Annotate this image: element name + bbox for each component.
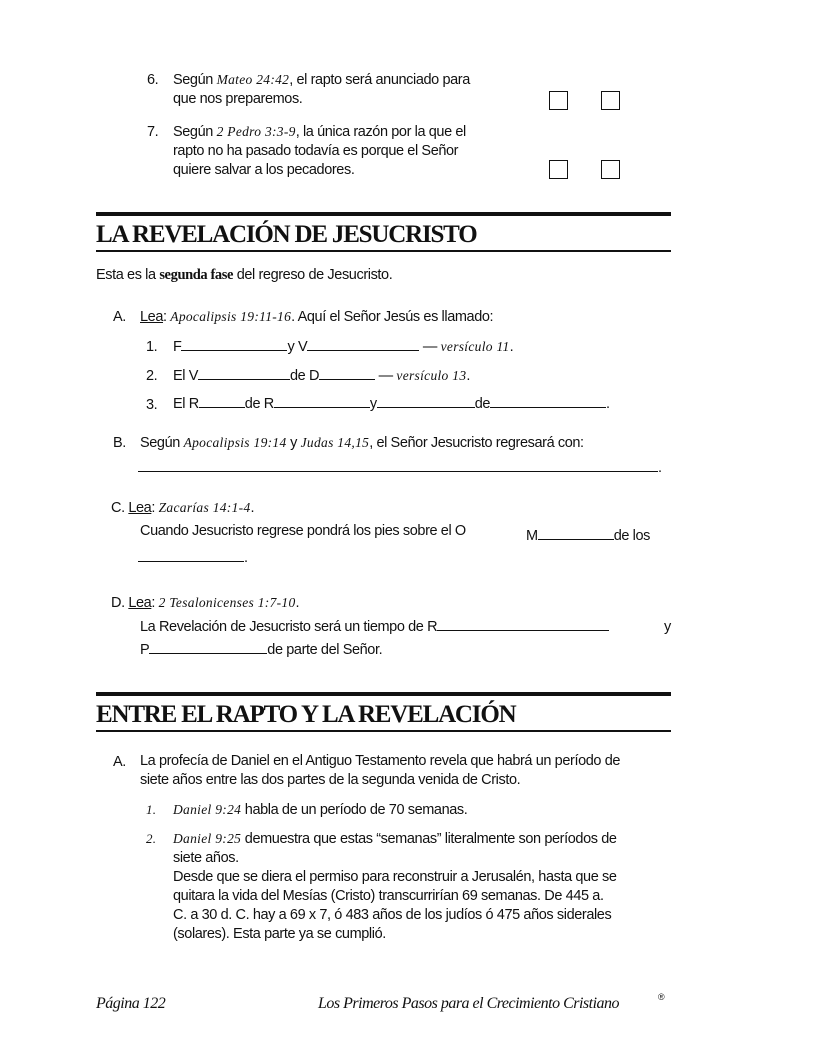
- s2-item2-text: demuestra que estas “semanas” literalmente son períodos de: [241, 831, 617, 847]
- s1-B-pre: Según: [140, 435, 184, 451]
- s1-D-lea: Lea: [128, 595, 152, 611]
- item2-dash: —: [378, 368, 393, 384]
- intro-bold: segunda fase: [159, 267, 234, 283]
- question-6-line1: , el rapto será anunciado para: [289, 72, 470, 88]
- s1-C-header: [111, 498, 254, 518]
- s1-A-item1-number: 1.: [146, 339, 158, 355]
- item3-p1: El R: [173, 396, 199, 412]
- footer-book-title: Los Primeros Pasos para el Crecimiento Cristiano: [318, 995, 620, 1012]
- s1-B-rest: , el Señor Jesucristo regresará con:: [369, 435, 584, 451]
- s2-A-line1: La profecía de Daniel en el Antiguo Testamento revela que habrá un período de: [140, 753, 621, 769]
- question-7-false-checkbox[interactable]: [601, 160, 620, 179]
- s1-A-rest: . Aquí el Señor Jesús es llamado:: [291, 309, 494, 325]
- s2-A-line2: siete años entre las dos partes de la segunda venida de Cristo.: [140, 772, 521, 788]
- s1-C-answer-line: [138, 549, 248, 566]
- section-2-top-rule: [96, 692, 671, 696]
- s1-B-end: .: [658, 460, 662, 476]
- item1-end: .: [509, 339, 514, 355]
- item1-p1: F: [173, 339, 182, 355]
- question-6-false-checkbox[interactable]: [601, 91, 620, 110]
- s1-C-m: [526, 527, 650, 546]
- s2-A-letter: A.: [113, 754, 126, 770]
- blank-field[interactable]: [307, 338, 419, 351]
- item2-p2: de D: [290, 368, 320, 384]
- s1-D-colon: :: [151, 595, 155, 611]
- blank-field[interactable]: [437, 618, 609, 631]
- footer-page-number: Página 122: [96, 995, 166, 1012]
- s1-B-letter: B.: [113, 435, 126, 451]
- question-7-ref: 2 Pedro 3:3-9: [216, 124, 296, 139]
- s1-B-mid: y: [286, 435, 301, 451]
- s1-A-item2: [173, 366, 470, 386]
- s1-D-p: P: [140, 642, 150, 658]
- blank-field[interactable]: [199, 395, 245, 408]
- question-6-true-checkbox[interactable]: [549, 91, 568, 110]
- blank-field[interactable]: [490, 395, 606, 408]
- item1-ref: versículo 11: [440, 339, 510, 354]
- blank-field[interactable]: [198, 367, 290, 380]
- blank-field[interactable]: [138, 459, 658, 472]
- intro-post: del regreso de Jesucristo.: [233, 267, 393, 283]
- blank-field[interactable]: [149, 641, 267, 654]
- s2-item2-ref: Daniel 9:25: [173, 831, 242, 846]
- intro-pre: Esta es la: [96, 267, 160, 283]
- s1-A-letter: A.: [113, 309, 126, 325]
- question-7-line2: rapto no ha pasado todavía es porque el Señor: [173, 143, 459, 159]
- s1-B-answer-line: [138, 459, 662, 476]
- section-1-top-rule: [96, 212, 671, 216]
- question-7-pre: Según: [173, 124, 217, 140]
- blank-field[interactable]: [181, 338, 287, 351]
- s1-C-colon: :: [151, 500, 155, 516]
- s1-B-text: [140, 433, 584, 453]
- s1-D-tail: de parte del Señor.: [267, 642, 383, 658]
- s1-D-letter: D.: [111, 595, 125, 611]
- s1-B-ref1: Apocalipsis 19:14: [183, 435, 287, 450]
- s1-A-item1: [173, 337, 513, 357]
- question-6-pre: Según: [173, 72, 217, 88]
- question-6-ref: Mateo 24:42: [216, 72, 290, 87]
- s2-A-item2: [173, 829, 617, 944]
- section-1-title: LA REVELACIÓN DE JESUCRISTO: [96, 220, 671, 252]
- section-1-intro: [96, 266, 392, 285]
- s1-C-ref-end: .: [250, 500, 255, 516]
- item2-end: .: [466, 368, 471, 384]
- item1-p2: y V: [287, 339, 308, 355]
- section-2-title: ENTRE EL RAPTO Y LA REVELACIÓN: [96, 700, 671, 732]
- s1-A-item2-number: 2.: [146, 368, 158, 384]
- question-7-line1: , la única razón por la que el: [295, 124, 466, 140]
- s1-C-m-suffix: de los: [613, 528, 650, 544]
- s1-D-y: y: [664, 619, 671, 635]
- s2-A-item1: [173, 800, 467, 820]
- s2-A-item1-number: 1.: [146, 802, 157, 817]
- blank-field[interactable]: [538, 527, 614, 540]
- s2-item2-line5: C. a 30 d. C. hay a 69 x 7, ó 483 años de los judíos ó 475 años siderales: [173, 907, 612, 923]
- footer-registered-mark: ®: [658, 992, 665, 1002]
- s1-C-m-prefix: M: [526, 528, 538, 544]
- s1-C-letter: C.: [111, 500, 125, 516]
- s1-B-ref2: Judas 14,15: [300, 435, 370, 450]
- question-6-number: 6.: [147, 72, 159, 88]
- s1-A-colon: :: [163, 309, 167, 325]
- question-7-line3: quiere salvar a los pecadores.: [173, 162, 355, 178]
- s1-C-lea: Lea: [128, 500, 152, 516]
- item3-p3: y: [369, 396, 377, 412]
- s1-A-text: [140, 307, 493, 327]
- question-7-true-checkbox[interactable]: [549, 160, 568, 179]
- item3-p4: de: [474, 396, 491, 412]
- question-7-number: 7.: [147, 124, 159, 140]
- item2-p1: El V: [173, 368, 198, 384]
- s2-A-text: [140, 752, 675, 790]
- s1-A-item3: [173, 395, 610, 414]
- s1-A-lea: Lea: [140, 309, 163, 325]
- s1-D-text: La Revelación de Jesucristo será un tiempo de R: [140, 619, 438, 635]
- blank-field[interactable]: [138, 549, 244, 562]
- s1-C-end: .: [244, 550, 248, 566]
- s1-D-header: [111, 593, 299, 613]
- question-6-line2: que nos preparemos.: [173, 91, 303, 107]
- s2-item2-line6: (solares). Esta parte ya se cumplió.: [173, 926, 386, 942]
- item2-ref: versículo 13: [396, 368, 467, 383]
- question-6-text: [173, 70, 508, 109]
- blank-field[interactable]: [274, 395, 370, 408]
- s2-item1-ref: Daniel 9:24: [173, 802, 242, 817]
- s2-item2-line3: Desde que se diera el permiso para reconstruir a Jerusalén, hasta que se: [173, 869, 617, 885]
- s1-D-ref-end: .: [295, 595, 300, 611]
- blank-field[interactable]: [377, 395, 475, 408]
- s1-D-line1: [140, 618, 609, 637]
- item3-p2: de R: [244, 396, 274, 412]
- s1-D-ref: 2 Tesalonicenses 1:7-10: [158, 595, 296, 610]
- blank-field[interactable]: [319, 367, 375, 380]
- s2-item2-line4: quitara la vida del Mesías (Cristo) transcurrirían 69 semanas. De 445 a.: [173, 888, 604, 904]
- item1-dash: —: [422, 339, 437, 355]
- s2-item1-text: habla de un período de 70 semanas.: [241, 802, 468, 818]
- question-7-text: [173, 122, 506, 180]
- s1-C-ref: Zacarías 14:1-4: [158, 500, 251, 515]
- s2-item2-line2: siete años.: [173, 850, 239, 866]
- item3-end: .: [606, 396, 610, 412]
- s1-A-item3-number: 3.: [146, 397, 158, 413]
- s1-C-text: Cuando Jesucristo regrese pondrá los pies sobre el O: [140, 523, 466, 539]
- s1-D-line2: [140, 641, 382, 660]
- s1-A-ref: Apocalipsis 19:11-16: [170, 309, 292, 324]
- s2-A-item2-number: 2.: [146, 831, 157, 846]
